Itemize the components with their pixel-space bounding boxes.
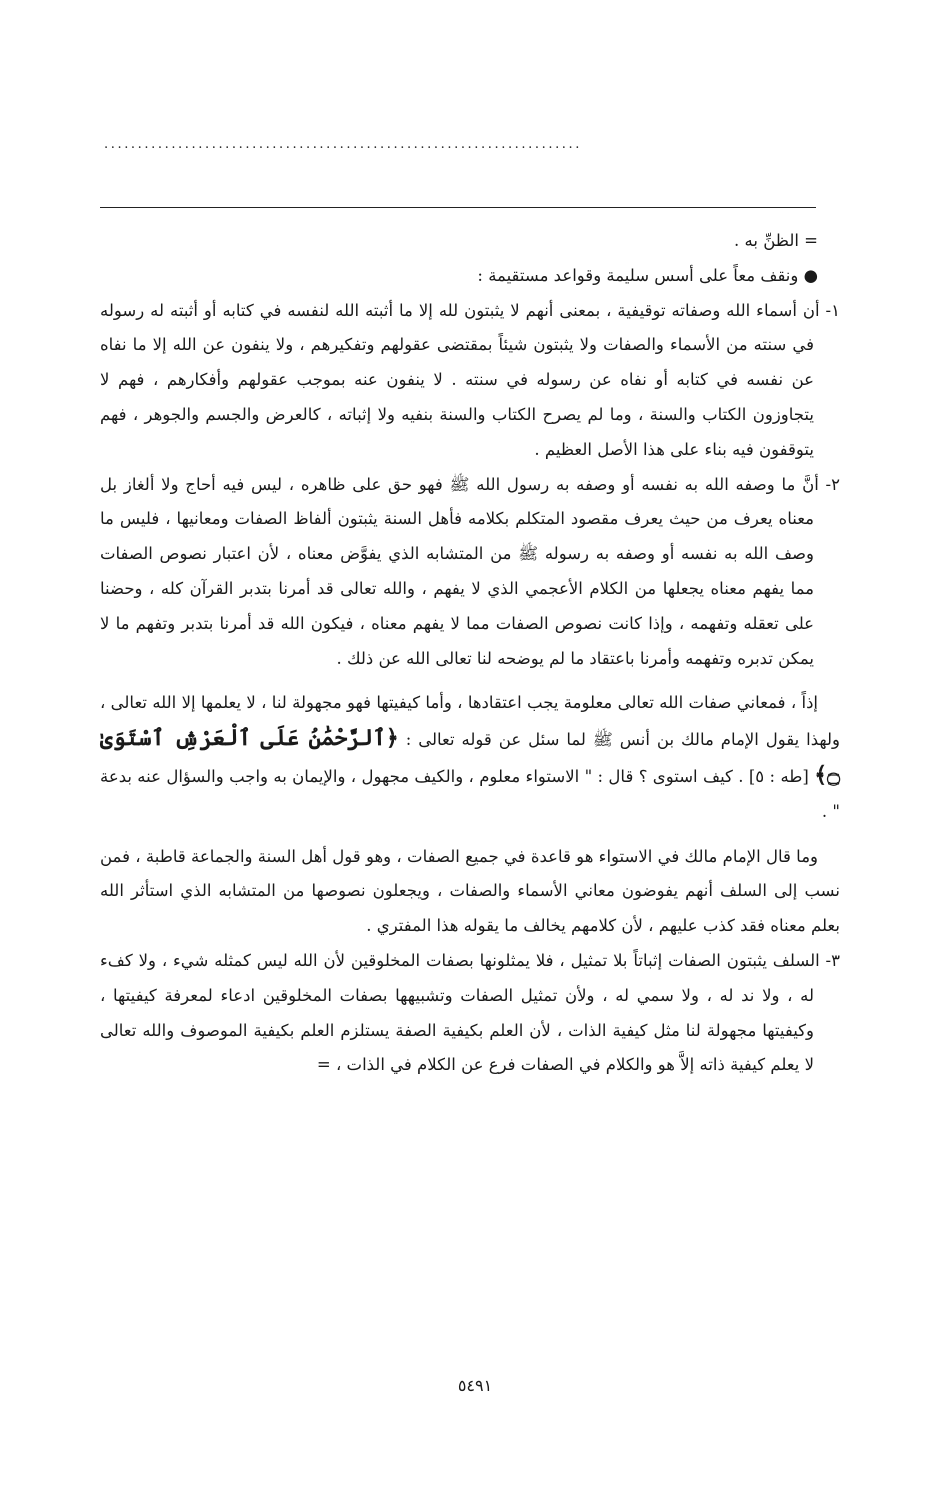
page-number: ٥٤٩١ <box>457 1376 493 1395</box>
header-dotted-line: ....................................................................... <box>104 137 582 152</box>
header-rule <box>100 207 816 208</box>
point-2: ٢- أنَّ ما وصفه الله به نفسه أو وصفه به رسول الله ﷺ فهو حق على ظاهره ، ليس فيه أحاج ولا ألغاز بل معناه يعرف من حيث يعرف مقصود المتكلم بكلامه فأهل السنة يثبتون ألفاظ الصفات ومعانيها ، فليس ما وصف الله به نفسه أو وصفه به رسوله ﷺ من المتشابه الذي يفوَّض معناه ، لأن اعتبار نصوص الصفات مما يفهم معناه يجعلها من الكلام الأعجمي الذي لا يفهم ، والله تعالى قد أمرنا بتدبر القرآن كله ، وحضنا على تعقله وتفهمه ، وإذا كانت نصوص الصفات مما لا يفهم معناه ، فيكون الله قد أمرنا بتدبر وتفهم ما لا يمكن تدبره وتفهمه وأمرنا باعتقاد ما لم يوضحه لنا تعالى الله عن ذلك . <box>100 474 840 668</box>
paragraph-2: وما قال الإمام مالك في الاستواء هو قاعدة في جميع الصفات ، وهو قول أهل السنة والجماعة قاطبة ، فمن نسب إلى السلف أنهم يفوضون معاني الأسماء والصفات ، ويجعلون نصوصها من المتشابه الذي استأثر الله بعلم معناه فقد كذب عليهم ، لأن كلامهم يخالف ما يقوله هذا المفتري . <box>100 846 840 936</box>
bullet-line: ● ونقف معاً على أسس سليمة وقواعد مستقيمة : <box>477 265 818 285</box>
continuation-line: = الظنِّ به . <box>734 231 818 250</box>
point-1: ١- أن أسماء الله وصفاته توقيفية ، بمعنى أنهم لا يثبتون لله إلا ما أثبته الله لنفسه في كتابه أو أثبته له رسوله في سنته من الأسماء والصفات ولا يثبتون شيئاً بمقتضى عقولهم وتفكيرهم ، ولا ينفون عن الله إلا ما نفاه عن نفسه في كتابه أو نفاه عن رسوله في سنته . لا ينفون عنه بموجب عقولهم وأفكارهم ، فهم لا يتجاوزون الكتاب والسنة ، وما لم يصرح الكتاب والسنة بنفيه ولا إثباته ، كالعرض والجسم والجوهر ، فهم يتوقفون فيه بناء على هذا الأصل العظيم . <box>100 300 840 459</box>
paragraph-1 <box>100 686 840 829</box>
point-3: ٣- السلف يثبتون الصفات إثباتاً بلا تمثيل ، فلا يمثلونها بصفات المخلوقين لأن الله ليس كمثله شيء ، ولا كفء له ، ولا ند له ، ولا سمي له ، ولأن تمثيل الصفات وتشبيهها بصفات المخلوقين ادعاء لمعرفة كيفيتها ، وكيفيتها مجهولة لنا مثل كيفية الذات ، لأن العلم بكيفية الصفة يستلزم العلم بكيفية الموصوف والله تعالى لا يعلم كيفية ذاته إلاَّ هو والكلام في الصفات فرع عن الكلام في الذات ، = <box>100 950 840 1075</box>
quran-verse: ﴿ٱلرَّحْمَٰنُ عَلَى ٱلْعَرْشِ ٱسْتَوَىٰ ۝﴾ <box>100 725 840 788</box>
page-body <box>100 224 840 1083</box>
paragraph-1-end: [طه : ٥] . كيف استوى ؟ قال : " الاستواء معلوم ، والكيف مجهول ، والإيمان به واجب والسؤال عنه بدعة " . <box>100 766 840 821</box>
paragraph-1-start: إذاً ، فمعاني صفات الله تعالى معلومة يجب اعتقادها ، وأما كيفيتها فهو مجهولة لنا ، لا يعلمها إلا الله تعالى ، ولهذا يقول الإمام مالك بن أنس ﷺ لما سئل عن قوله تعالى : <box>100 693 840 750</box>
